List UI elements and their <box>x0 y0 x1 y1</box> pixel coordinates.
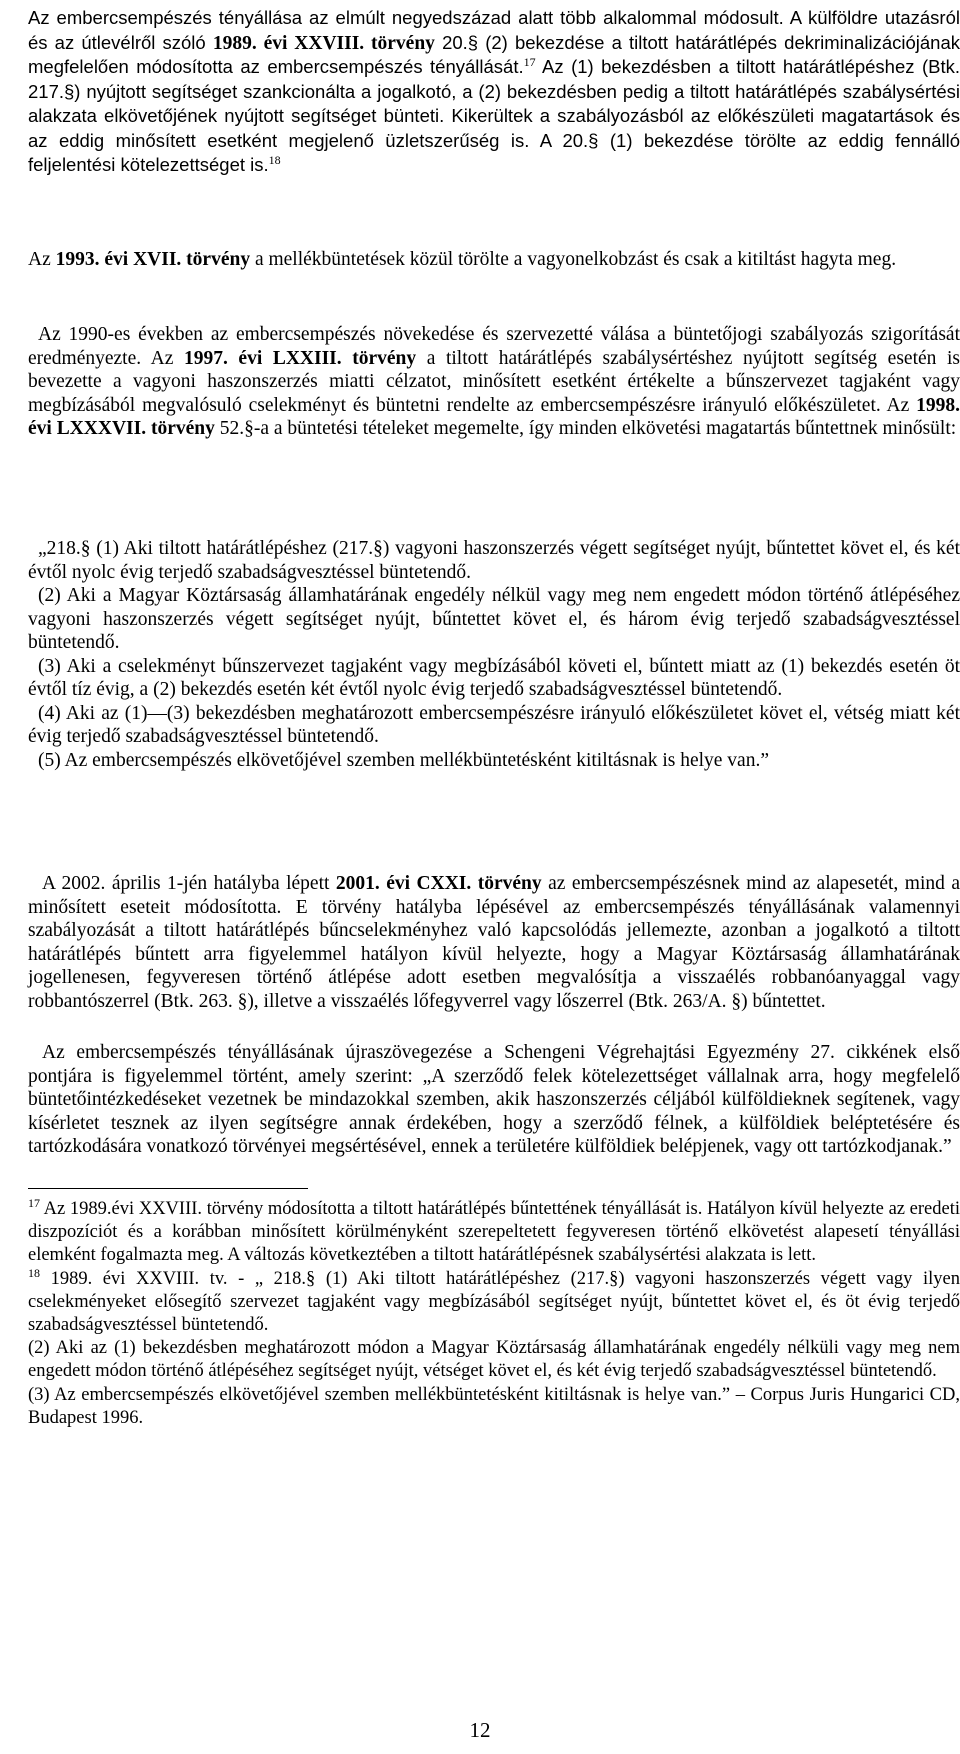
paragraph-text: A 2002. április 1-jén hatályba lépett <box>42 873 336 894</box>
footnote-text: 1989. évi XXVIII. tv. - „ 218.§ (1) Aki tiltott határátlépéshez (217.§) vagyoni haszonszerzés végett vagy ilyen cselekményeket elősegítő szervezet tagjaként vagy megbízásából segítséget nyújt, bűntettet követ el, és öt évig terjedő szabadságvesztéssel büntetendő. <box>28 1268 960 1336</box>
footnotes <box>28 1198 960 1430</box>
paragraph-text: Az (1) bekezdésben a tiltott határátlépéshez (Btk. 217.§) nyújtott segítséget szankcionálta a jogalkotó, a (2) bekezdésben pedig a tiltott határátlépés szabálysértési alakzata elkövetőjének nyújtott segítséget bünteti. Kikerültek a szabályozásból az előkészületi magatartások és az eddig minősített esetként megjelenő üzletszerűség is. A 20.§ (1) bekezdése törölte az eddig fennálló feljelentési kötelezettséget is. <box>28 56 960 175</box>
footnote-17 <box>28 1198 960 1268</box>
paragraph-2001-act <box>28 872 960 1013</box>
footnote-number: 18 <box>28 1265 40 1280</box>
footnote-number: 17 <box>28 1196 40 1210</box>
paragraph-1990s <box>28 323 960 441</box>
paragraph-text: a mellékbüntetések közül törölte a vagyonelkobzást és csak a kitiltást hagyta meg. <box>250 249 897 270</box>
quote-paragraph: (2) Aki a Magyar Köztársaság államhatárának engedély nélkül vagy meg nem engedett módon történő átlépéséhez vagyoni haszonszerzés végett segítséget nyújt, bűntettet követ el, és három évig terjedő szabadságvesztéssel büntetendő. <box>28 585 960 653</box>
quote-paragraph: (5) Az embercsempészés elkövetőjével szemben mellékbüntetésként kitiltásnak is helye van.” <box>38 749 769 771</box>
footnote-ref-18[interactable]: 18 <box>268 153 281 167</box>
quoted-statute <box>28 537 960 772</box>
law-reference: 2001. évi CXXI. törvény <box>335 873 542 894</box>
law-reference: 1998. évi LXXXVII. törvény <box>28 394 960 439</box>
page-number: 12 <box>469 1718 491 1742</box>
footnote-divider <box>28 1188 308 1189</box>
paragraph-text: 52.§-a a büntetési tételeket megemelte, így minden elkövetési magatartás bűntettnek minősült: <box>214 418 957 439</box>
paragraph-text: 20.§ (2) bekezdése a tiltott határátlépés dekriminalizációjának megfelelően módosította az embercsempészés tényállását. <box>28 31 960 77</box>
law-reference: 1993. évi XVII. törvény <box>55 249 251 270</box>
paragraph-text: Az embercsempészés tényállása az elmúlt negyedszázad alatt több alkalommal módosult. A külföldre utazásról és az útlevélről szóló <box>28 7 960 53</box>
law-reference: 1989. évi XXVIII. törvény <box>212 32 435 54</box>
paragraph-text: az embercsempészésnek mind az alapesetét, mind a minősített eseteit módosította. E törvény hatályba lépésével az embercsempészés tényállásának valamennyi szabályozását a tiltott határátlépés bűncselekményhez való kapcsolódás jellemezte, azonban a jogalkotó a tiltott határátlépés bűntett arra figyelemmel hatályon kívül helyezte, hogy a Magyar Köztársaság államhatárának jogellenesen, fegyveresen történő átlépése adott esetben megvalósítja a visszaélés robbanóanyaggal vagy robbantószerrel (Btk. 263. §), illetve a visszaélés lőfegyverrel vagy lőszerrel (Btk. 263/A. §) bűntettet. <box>28 873 960 1012</box>
footnote-ref-17[interactable]: 17 <box>523 55 536 69</box>
paragraph-1999-act <box>28 6 960 178</box>
footnote-text: Az 1989.évi XXVIII. törvény módosította a tiltott határátlépés bűntettének tényállását is. Hatályon kívül helyezte az eredeti diszpozíciót és a korábban minősített körülményként szerepeltetett fegyveresen történő elkövetést alapesetí tényállási elemként fogalmazta meg. A változás következtében a tiltott határátlépésnek szabálysértési alakzata is lett. <box>28 1199 960 1266</box>
footnote-18 <box>28 1265 960 1338</box>
footnote-18-continuation: (2) Aki az (1) bekezdésben meghatározott módon a Magyar Köztársaság államhatárának engedély nélküli vagy meg nem engedett módon történő átlépéséhez segítséget nyújt, vétséget követ el, és két évig terjedő szabadságvesztéssel büntetendő. <box>28 1338 960 1382</box>
quote-paragraph: (4) Aki az (1)—(3) bekezdésben meghatározott embercsempészésre irányuló előkészületet követ el, vétség miatt két évig terjedő szabadságvesztéssel büntetendő. <box>28 702 960 747</box>
footnote-18-continuation: (3) Az embercsempészés elkövetőjével szemben mellékbüntetésként kitiltásnak is helye van.” – Corpus Juris Hungarici CD, Budapest 1996. <box>28 1384 960 1428</box>
paragraph-text: a tiltott határátlépés szabálysértéshez nyújtott segítség esetén is bevezette a vagyoni haszonszerzés miatti célzatot, minősített esetként értékelte a bűnszervezet tagjaként vagy megbízásából megvalósuló cselekményt és büntetni rendelte az embercsempészésre irányuló előkészületet. Az <box>28 347 960 416</box>
paragraph-text: Az <box>28 249 56 270</box>
paragraph-schengen: Az embercsempészés tényállásának újraszövegezése a Schengeni Végrehajtási Egyezmény 27. cikkének első pontjára is figyelemmel történt, amely szerint: „A szerződő felek kötelezettséget vállalnak arra, hogy megfelelő büntetőintézkedéseket vezetnek be mindazokkal szemben, akik haszonszerzés céljából külföldieknek segítenek, vagy kísérletet tesznek az ilyen segítségre annak érdekében, hogy a szerződő félnek, a külföldiek beléptetésére és tartózkodására vonatkozó törvényei megsértésével, ennek a területére külföldiek belépjenek, vagy ott tartózkodjanak.” <box>28 1042 960 1157</box>
paragraph-1993-act <box>28 248 960 272</box>
law-reference: 1997. évi LXXIII. törvény <box>183 347 417 369</box>
quote-paragraph: „218.§ (1) Aki tiltott határátlépéshez (217.§) vagyoni haszonszerzés végett segítséget nyújt, bűntettet követ el, és két évtől nyolc évig terjedő szabadságvesztéssel büntetendő. <box>28 538 960 583</box>
quote-paragraph: (3) Aki a cselekményt bűnszervezet tagjaként vagy megbízásából követi el, bűntett miatt az (1) bekezdés esetén öt évtől tíz évig, a (2) bekezdés esetén két évtől nyolc évig terjedő szabadságvesztéssel büntetendő. <box>28 655 960 700</box>
paragraph-text: Az 1990-es években az embercsempészés növekedése és szervezetté válása a büntetőjogi szabályozás szigorítását eredményezte. Az <box>28 324 960 369</box>
